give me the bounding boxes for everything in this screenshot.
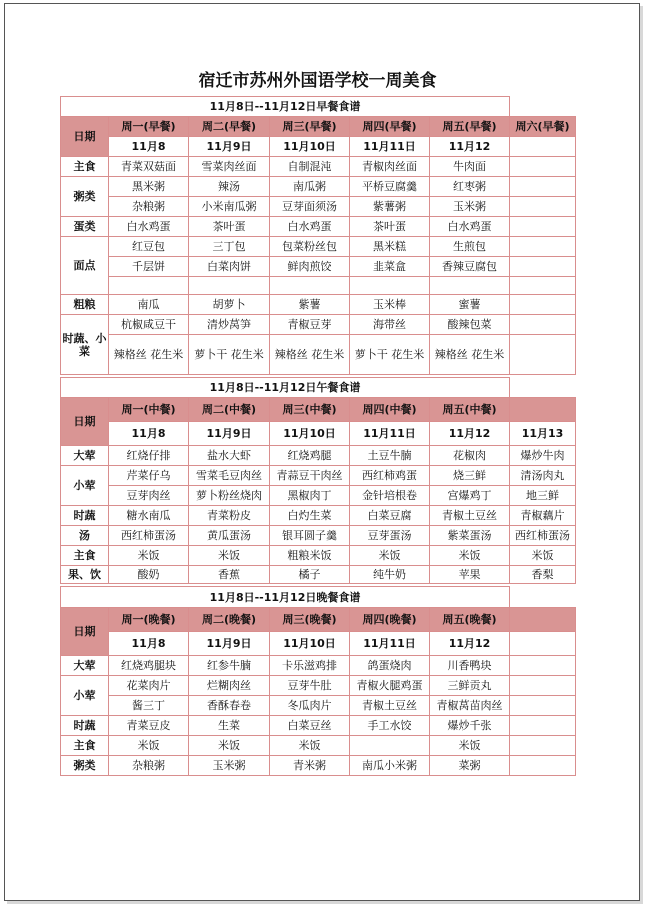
menu-cell: 小米南瓜粥 — [189, 197, 270, 217]
menu-cell: 杂粮粥 — [109, 756, 189, 776]
menu-cell: 清汤肉丸 — [510, 466, 576, 486]
menu-cell: 冬瓜肉片 — [270, 696, 350, 716]
menu-cell: 辣格丝 花生米 — [109, 335, 189, 375]
menu-cell: 橘子 — [270, 566, 350, 584]
menu-cell: 辣汤 — [189, 177, 270, 197]
row-label-small-meat: 小荤 — [61, 676, 109, 716]
menu-cell — [510, 157, 576, 177]
weekday-header: 周三(早餐) — [270, 117, 350, 137]
date-cell: 11月10日 — [270, 422, 350, 446]
menu-cell: 清炒莴笋 — [189, 315, 270, 335]
weekday-header: 周二(晚餐) — [189, 608, 270, 632]
date-cell: 11月10日 — [270, 137, 350, 157]
row-label-fruit-drink: 果、饮 — [61, 566, 109, 584]
date-header: 日期 — [61, 608, 109, 656]
menu-cell: 辣格丝 花生米 — [430, 335, 510, 375]
menu-cell: 白水鸡蛋 — [109, 217, 189, 237]
menu-cell: 牛肉面 — [430, 157, 510, 177]
menu-cell: 平桥豆腐羹 — [350, 177, 430, 197]
menu-cell: 青菜粉皮 — [189, 506, 270, 526]
row-label-staple: 主食 — [61, 157, 109, 177]
row-label-egg: 蛋类 — [61, 217, 109, 237]
menu-cell: 红参牛腩 — [189, 656, 270, 676]
row-label-staple: 主食 — [61, 736, 109, 756]
menu-cell: 卡乐滋鸡排 — [270, 656, 350, 676]
menu-cell: 白菜肉饼 — [189, 257, 270, 277]
menu-cell: 地三鲜 — [510, 486, 576, 506]
row-label-porridge: 粥类 — [61, 177, 109, 217]
row-label-vegetable: 时蔬、小菜 — [61, 315, 109, 375]
menu-cell — [510, 736, 576, 756]
menu-cell: 米饭 — [189, 736, 270, 756]
menu-cell: 自制混沌 — [270, 157, 350, 177]
lunch-title: 11月8日--11月12日午餐食谱 — [61, 378, 510, 398]
menu-cell: 青椒藕片 — [510, 506, 576, 526]
menu-cell: 茶叶蛋 — [189, 217, 270, 237]
date-cell: 11月12 — [430, 422, 510, 446]
menu-cell: 红烧仔排 — [109, 446, 189, 466]
menu-cell: 粗粮米饭 — [270, 546, 350, 566]
weekday-header: 周六(早餐) — [510, 117, 576, 137]
menu-cell: 白水鸡蛋 — [270, 217, 350, 237]
date-cell: 11月8 — [109, 422, 189, 446]
dinner-title: 11月8日--11月12日晚餐食谱 — [61, 587, 510, 608]
menu-cell: 香蕉 — [189, 566, 270, 584]
menu-cell: 萝卜干 花生米 — [350, 335, 430, 375]
empty-cell — [510, 277, 576, 295]
menu-cell: 鸽蛋烧肉 — [350, 656, 430, 676]
menu-cell: 豆芽牛肚 — [270, 676, 350, 696]
menu-cell: 生菜 — [189, 716, 270, 736]
menu-cell — [510, 315, 576, 335]
menu-cell — [510, 676, 576, 696]
menu-cell: 三鲜贡丸 — [430, 676, 510, 696]
menu-cell: 白菜豆腐 — [350, 506, 430, 526]
menu-cell: 香梨 — [510, 566, 576, 584]
weekday-header: 周一(中餐) — [109, 398, 189, 422]
menu-cell: 生煎包 — [430, 237, 510, 257]
menu-cell: 米饭 — [510, 546, 576, 566]
menu-cell: 白水鸡蛋 — [430, 217, 510, 237]
menu-cell: 手工水饺 — [350, 716, 430, 736]
menu-cell: 黑米粥 — [109, 177, 189, 197]
row-label-staple: 主食 — [61, 546, 109, 566]
menu-cell: 苹果 — [430, 566, 510, 584]
row-label-big-meat: 大荤 — [61, 446, 109, 466]
row-label-vegetable: 时蔬 — [61, 506, 109, 526]
breakfast-table — [60, 96, 576, 375]
menu-cell: 香酥春卷 — [189, 696, 270, 716]
menu-cell: 西红柿蛋汤 — [510, 526, 576, 546]
menu-cell: 米饭 — [350, 546, 430, 566]
row-label-grain: 粗粮 — [61, 295, 109, 315]
menu-cell: 南瓜小米粥 — [350, 756, 430, 776]
menu-cell: 豆芽肉丝 — [109, 486, 189, 506]
menu-cell: 玉米粥 — [430, 197, 510, 217]
weekday-header: 周二(中餐) — [189, 398, 270, 422]
menu-cell: 青椒莴苗肉丝 — [430, 696, 510, 716]
menu-cell — [350, 736, 430, 756]
menu-cell — [510, 656, 576, 676]
menu-cell: 茶叶蛋 — [350, 217, 430, 237]
date-cell: 11月8 — [109, 137, 189, 157]
dinner-table — [60, 586, 576, 776]
row-label-big-meat: 大荤 — [61, 656, 109, 676]
menu-cell: 土豆牛腩 — [350, 446, 430, 466]
date-cell: 11月11日 — [350, 632, 430, 656]
menu-cell: 银耳圆子羹 — [270, 526, 350, 546]
date-cell — [510, 137, 576, 157]
menu-cell: 青米粥 — [270, 756, 350, 776]
menu-cell: 青菜豆皮 — [109, 716, 189, 736]
menu-cell: 辣格丝 花生米 — [270, 335, 350, 375]
menu-cell: 黑米糕 — [350, 237, 430, 257]
menu-cell: 青蒜豆干肉丝 — [270, 466, 350, 486]
empty-cell — [350, 277, 430, 295]
menu-cell: 红豆包 — [109, 237, 189, 257]
menu-cell — [510, 696, 576, 716]
menu-cell: 紫菜蛋汤 — [430, 526, 510, 546]
date-cell: 11月13 — [510, 422, 576, 446]
menu-cell: 红枣粥 — [430, 177, 510, 197]
menu-cell: 杂粮粥 — [109, 197, 189, 217]
menu-cell: 西红柿鸡蛋 — [350, 466, 430, 486]
menu-cell: 豆芽面须汤 — [270, 197, 350, 217]
menu-cell — [510, 257, 576, 277]
weekday-header: 周四(中餐) — [350, 398, 430, 422]
menu-cell: 酱三丁 — [109, 696, 189, 716]
menu-cell: 菜粥 — [430, 756, 510, 776]
weekday-header: 周三(中餐) — [270, 398, 350, 422]
weekday-header: 周一(晚餐) — [109, 608, 189, 632]
menu-cell — [510, 177, 576, 197]
menu-cell — [510, 237, 576, 257]
date-cell: 11月12 — [430, 137, 510, 157]
menu-cell: 烂糊肉丝 — [189, 676, 270, 696]
menu-cell: 紫薯粥 — [350, 197, 430, 217]
date-cell: 11月9日 — [189, 422, 270, 446]
weekday-header: 周五(晚餐) — [430, 608, 510, 632]
menu-cell: 红烧鸡腿块 — [109, 656, 189, 676]
weekday-header: 周四(晚餐) — [350, 608, 430, 632]
menu-cell — [510, 197, 576, 217]
document-title: 宿迁市苏州外国语学校一周美食 — [198, 71, 437, 91]
menu-cell: 西红柿蛋汤 — [109, 526, 189, 546]
menu-cell: 青椒火腿鸡蛋 — [350, 676, 430, 696]
menu-cell: 米饭 — [109, 546, 189, 566]
weekday-header: 周一(早餐) — [109, 117, 189, 137]
row-label-soup: 汤 — [61, 526, 109, 546]
menu-cell: 萝卜干 花生米 — [189, 335, 270, 375]
menu-cell: 豆芽蛋汤 — [350, 526, 430, 546]
date-cell: 11月8 — [109, 632, 189, 656]
menu-cell — [510, 295, 576, 315]
menu-cell: 南瓜粥 — [270, 177, 350, 197]
weekday-header: 周二(早餐) — [189, 117, 270, 137]
menu-cell: 胡萝卜 — [189, 295, 270, 315]
row-label-pastry: 面点 — [61, 237, 109, 295]
date-header: 日期 — [61, 398, 109, 446]
row-label-vegetable: 时蔬 — [61, 716, 109, 736]
lunch-table — [60, 377, 576, 584]
date-cell: 11月10日 — [270, 632, 350, 656]
menu-cell: 川香鸭块 — [430, 656, 510, 676]
menu-cell: 青椒土豆丝 — [430, 506, 510, 526]
menu-cell: 鲜肉煎饺 — [270, 257, 350, 277]
menu-cell: 纯牛奶 — [350, 566, 430, 584]
menu-cell: 米饭 — [270, 736, 350, 756]
menu-cell — [510, 335, 576, 375]
menu-cell: 爆炒千张 — [430, 716, 510, 736]
menu-cell: 酸辣包菜 — [430, 315, 510, 335]
menu-cell: 青椒土豆丝 — [350, 696, 430, 716]
menu-cell — [510, 217, 576, 237]
menu-cell: 花椒肉 — [430, 446, 510, 466]
menu-cell: 玉米粥 — [189, 756, 270, 776]
menu-cell: 蜜薯 — [430, 295, 510, 315]
row-label-small-meat: 小荤 — [61, 466, 109, 506]
menu-cell: 紫薯 — [270, 295, 350, 315]
empty-cell — [109, 277, 189, 295]
empty-cell — [270, 277, 350, 295]
menu-cell: 米饭 — [109, 736, 189, 756]
empty-cell — [430, 277, 510, 295]
menu-cell: 金针培根卷 — [350, 486, 430, 506]
date-cell: 11月12 — [430, 632, 510, 656]
menu-cell: 三丁包 — [189, 237, 270, 257]
menu-cell: 烧三鲜 — [430, 466, 510, 486]
menu-cell: 米饭 — [430, 546, 510, 566]
menu-cell: 白灼生菜 — [270, 506, 350, 526]
weekday-header: 周五(中餐) — [430, 398, 510, 422]
menu-cell: 爆炒牛肉 — [510, 446, 576, 466]
weekday-header — [510, 398, 576, 422]
date-cell: 11月9日 — [189, 137, 270, 157]
menu-cell: 千层饼 — [109, 257, 189, 277]
menu-cell: 糖水南瓜 — [109, 506, 189, 526]
menu-cell: 芹菜仔乌 — [109, 466, 189, 486]
menu-cell: 青菜双菇面 — [109, 157, 189, 177]
menu-cell: 杭椒咸豆干 — [109, 315, 189, 335]
date-cell: 11月11日 — [350, 137, 430, 157]
date-cell: 11月9日 — [189, 632, 270, 656]
menu-cell: 南瓜 — [109, 295, 189, 315]
menu-cell: 青椒肉丝面 — [350, 157, 430, 177]
row-label-porridge: 粥类 — [61, 756, 109, 776]
menu-cell: 玉米棒 — [350, 295, 430, 315]
menu-cell: 花菜肉片 — [109, 676, 189, 696]
menu-cell: 白菜豆丝 — [270, 716, 350, 736]
menu-cell: 米饭 — [430, 736, 510, 756]
empty-cell — [189, 277, 270, 295]
date-header: 日期 — [61, 117, 109, 157]
menu-cell: 红烧鸡腿 — [270, 446, 350, 466]
menu-cell: 包菜粉丝包 — [270, 237, 350, 257]
menu-cell: 香辣豆腐包 — [430, 257, 510, 277]
breakfast-title: 11月8日--11月12日早餐食谱 — [61, 97, 510, 117]
menu-cell — [510, 756, 576, 776]
menu-cell: 盐水大虾 — [189, 446, 270, 466]
menu-cell: 萝卜粉丝烧肉 — [189, 486, 270, 506]
date-cell — [510, 632, 576, 656]
menu-cell: 海带丝 — [350, 315, 430, 335]
date-cell: 11月11日 — [350, 422, 430, 446]
menu-cell: 雪菜肉丝面 — [189, 157, 270, 177]
menu-cell: 雪菜毛豆肉丝 — [189, 466, 270, 486]
menu-cell: 酸奶 — [109, 566, 189, 584]
menu-cell: 韭菜盒 — [350, 257, 430, 277]
menu-cell: 黄瓜蛋汤 — [189, 526, 270, 546]
weekday-header: 周五(早餐) — [430, 117, 510, 137]
weekday-header: 周三(晚餐) — [270, 608, 350, 632]
menu-cell: 青椒豆芽 — [270, 315, 350, 335]
menu-cell: 宫爆鸡丁 — [430, 486, 510, 506]
menu-cell: 黑椒肉丁 — [270, 486, 350, 506]
menu-cell — [510, 716, 576, 736]
weekday-header: 周四(早餐) — [350, 117, 430, 137]
menu-cell: 米饭 — [189, 546, 270, 566]
weekday-header — [510, 608, 576, 632]
